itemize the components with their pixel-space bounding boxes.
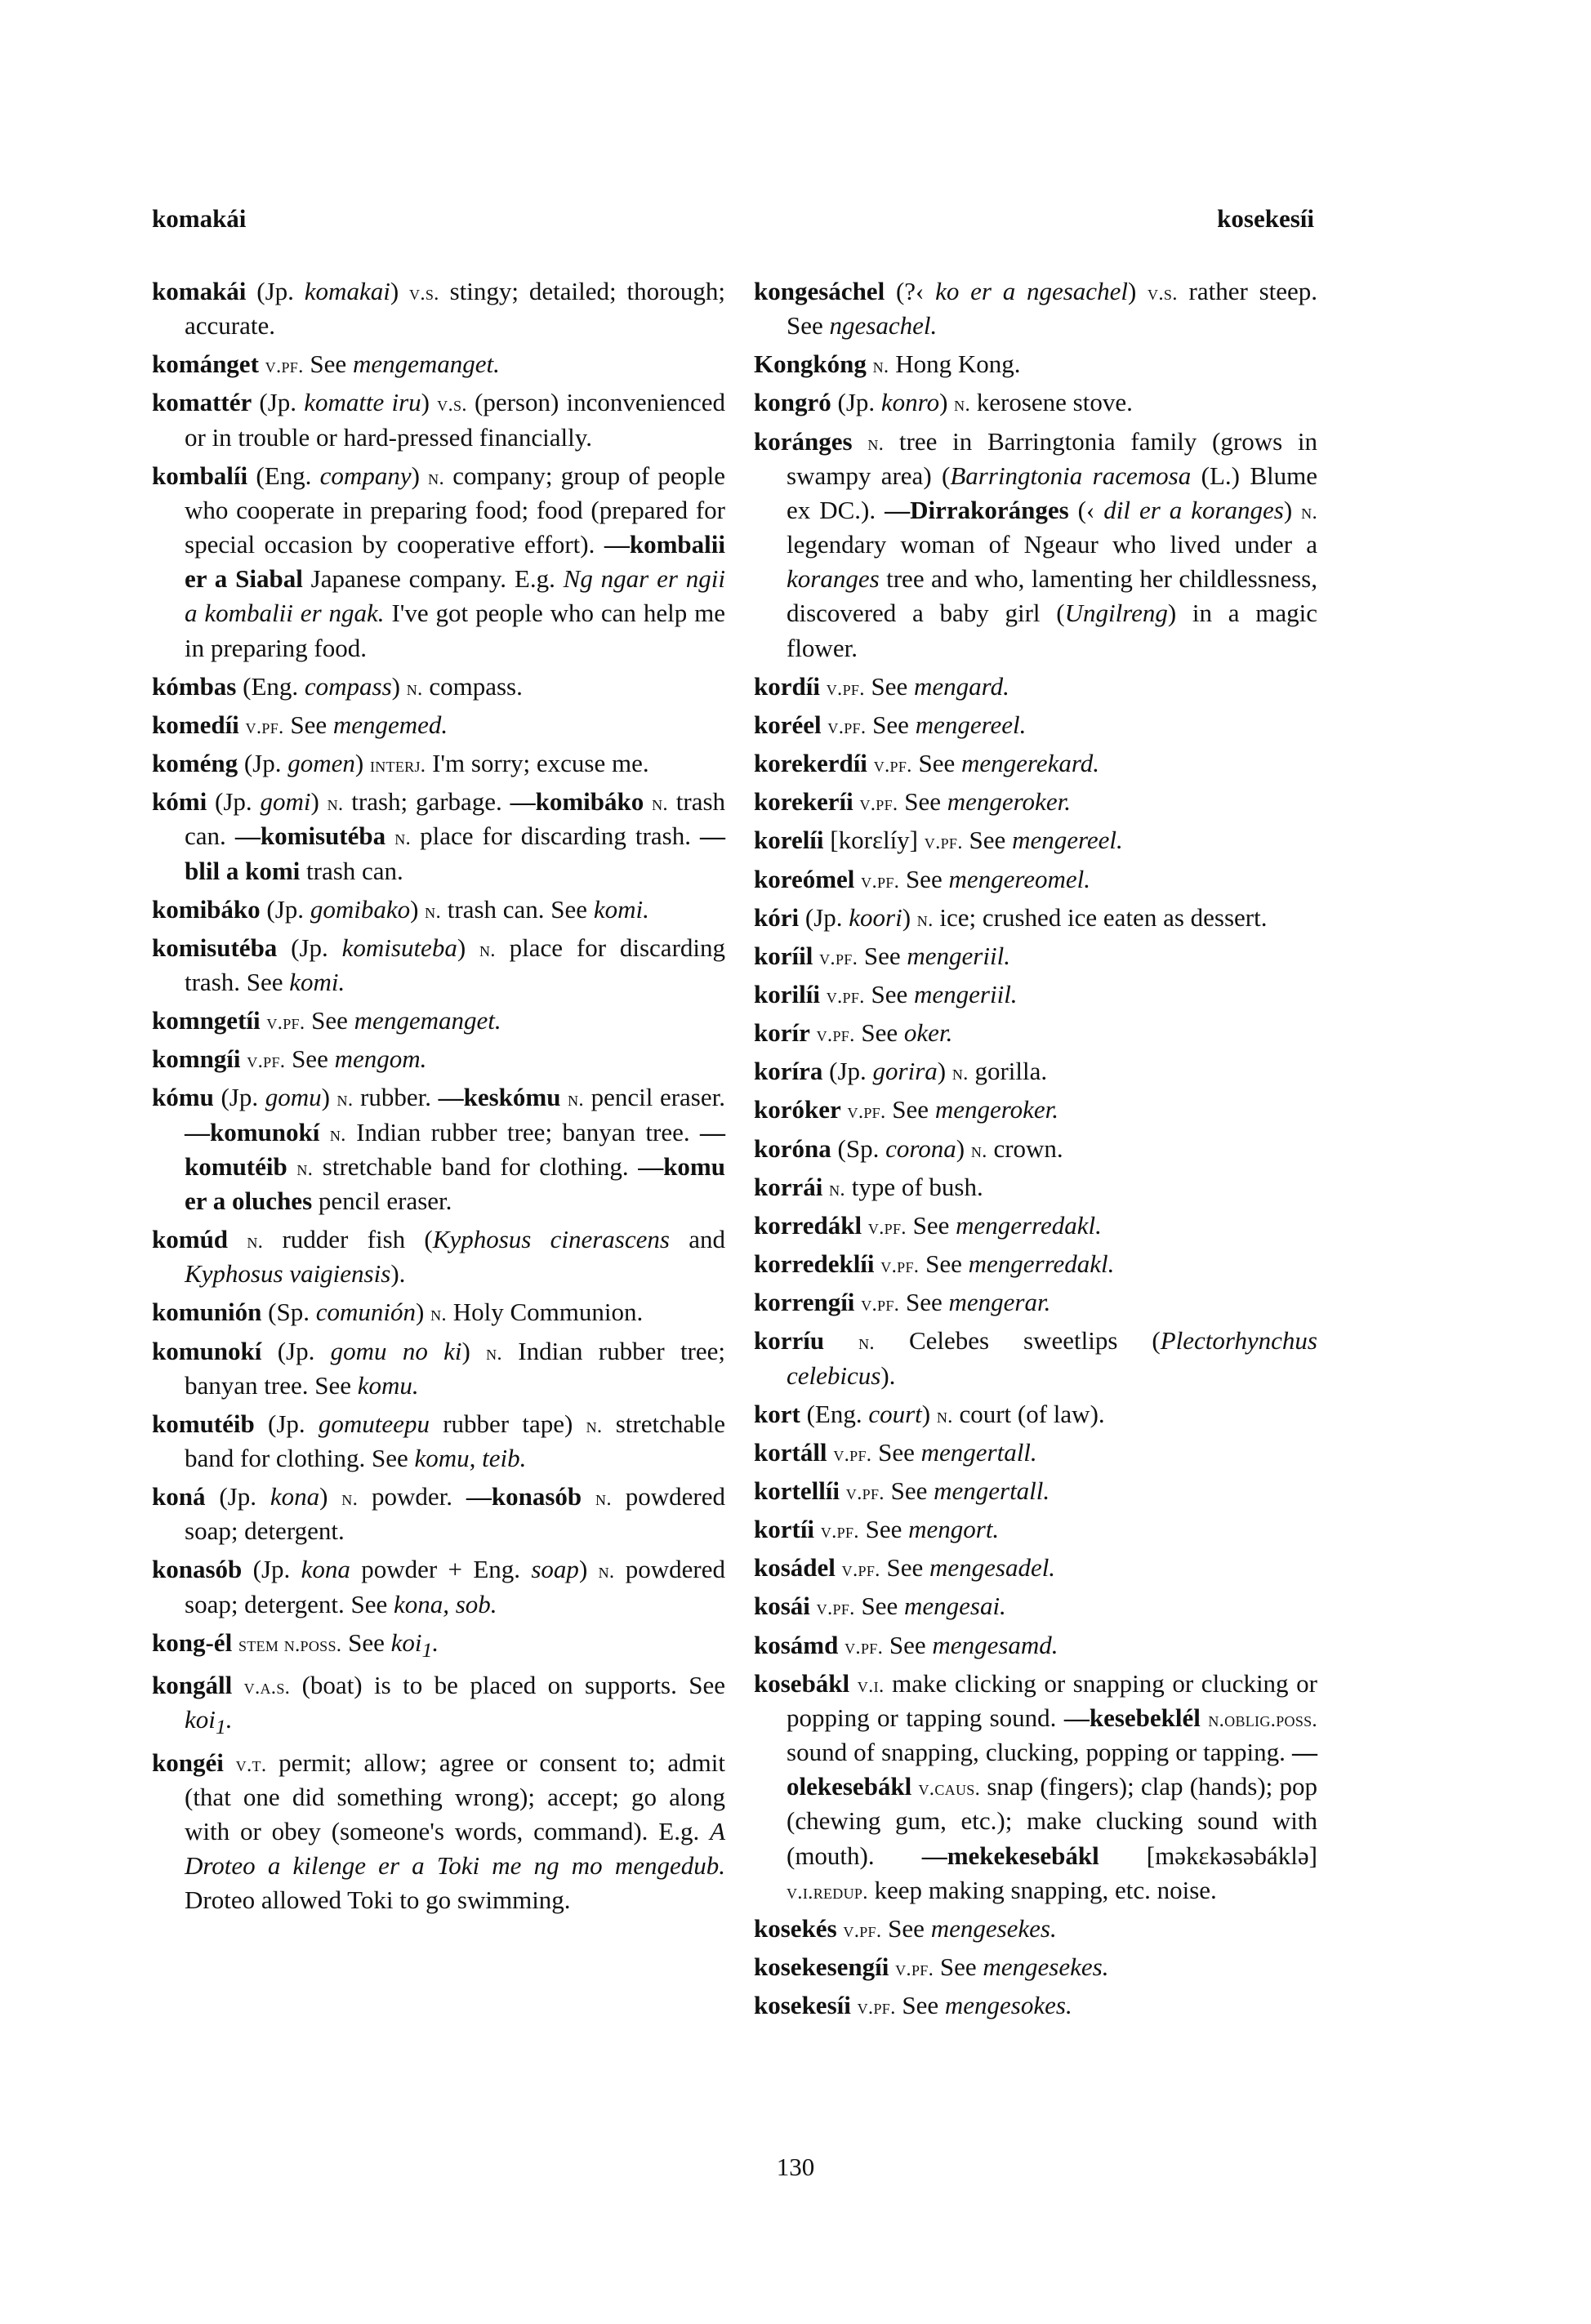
entry-headword: komakái: [152, 277, 247, 305]
entry-headword: koríra: [754, 1057, 823, 1086]
dictionary-entry: [754, 385, 1317, 420]
entry-headword: koróker: [754, 1095, 841, 1124]
entry-definition: v.i. make clicking or snapping or clucking or popping or tapping sound. —kesebeklél n.oblig.poss. sound of snapping, clucking, popping or tapping. —olekesebákl v.caus. snap (fingers); clap (hands); pop (chewing gum, etc.); make clucking sound with (mouth). —mekekesebákl [məkɛkəsəbáklə] v.i.redup. keep making snapping, etc. noise.: [787, 1668, 1317, 1904]
entry-headword: koná: [152, 1482, 206, 1511]
entry-headword: kombalíi: [152, 461, 248, 490]
entry-definition: n. Hong Kong.: [872, 349, 1021, 379]
dictionary-entry: [152, 1480, 725, 1548]
entry-headword: korrengíi: [754, 1288, 855, 1317]
entry-headword: kosái: [754, 1592, 810, 1621]
dictionary-entry: [754, 1474, 1317, 1508]
dictionary-entry: [754, 823, 1317, 857]
entry-definition: v.pf. See mengesai.: [816, 1592, 1006, 1621]
entry-headword: kóri: [754, 902, 800, 932]
entry-headword: koránges: [754, 426, 853, 456]
dictionary-entry: [152, 459, 725, 666]
entry-definition: v.pf. See mengesamd.: [845, 1630, 1058, 1659]
entry-headword: kómbas: [152, 671, 237, 701]
dictionary-entry: [152, 347, 725, 381]
entry-definition: v.pf. See mengeriil.: [826, 979, 1018, 1008]
dictionary-entry: [754, 901, 1317, 935]
dictionary-entry: [754, 708, 1317, 742]
entry-definition: v.pf. See mengeriil.: [819, 941, 1010, 970]
entry-headword: komisutéba: [152, 933, 278, 962]
dictionary-entry: [754, 1285, 1317, 1320]
entry-definition: v.pf. See mengesekes.: [843, 1913, 1057, 1943]
entry-definition: (Sp. corona) n. crown.: [837, 1133, 1063, 1163]
entry-headword: korilíi: [754, 979, 820, 1008]
entry-headword: kongesáchel: [754, 277, 885, 305]
entry-definition: v.pf. See mengerekard.: [873, 749, 1099, 778]
dictionary-entry: [754, 1436, 1317, 1470]
entry-definition: (Sp. comunión) n. Holy Communion.: [268, 1298, 644, 1327]
dictionary-entry: [754, 1247, 1317, 1281]
dictionary-entry: [754, 1988, 1317, 2023]
entry-definition: (Jp. komisuteba) n. place for discarding trash. See komi.: [185, 933, 726, 996]
entry-definition: v.pf. See mengeroker.: [859, 787, 1071, 817]
left-column: [152, 274, 725, 1921]
entry-headword: koréel: [754, 710, 822, 739]
entry-headword: kosekés: [754, 1913, 837, 1943]
entry-headword: kongáll: [152, 1671, 233, 1700]
entry-headword: kosekesíi: [754, 1991, 851, 2020]
dictionary-entry: [754, 746, 1317, 781]
entry-definition: (Jp. gorira) n. gorilla.: [829, 1057, 1048, 1086]
dictionary-entry: [754, 785, 1317, 819]
entry-headword: kort: [754, 1399, 800, 1428]
dictionary-entry: [754, 1209, 1317, 1243]
entry-definition: (Jp. komatte iru) v.s. (person) inconvenienced or in trouble or hard-pressed financially.: [185, 388, 725, 452]
entry-headword: kortellíi: [754, 1476, 840, 1505]
entry-headword: komattér: [152, 388, 252, 417]
entry-definition: v.pf. See mengort.: [820, 1515, 1000, 1544]
entry-headword: kordíi: [754, 671, 820, 701]
dictionary-entry: [754, 1912, 1317, 1946]
entry-headword: Kongkóng: [754, 349, 867, 379]
dictionary-entry: [754, 274, 1317, 343]
dictionary-entry: [754, 670, 1317, 704]
entry-headword: korír: [754, 1018, 810, 1048]
entry-definition: n. type of bush.: [829, 1172, 983, 1201]
entry-headword: kosádel: [754, 1553, 836, 1583]
entry-headword: koróna: [754, 1133, 831, 1163]
dictionary-entry: [754, 939, 1317, 973]
entry-headword: kong-él: [152, 1627, 233, 1657]
entry-headword: komutéib: [152, 1409, 255, 1438]
entry-definition: v.a.s. (boat) is to be placed on supports. See koi$_1$.: [185, 1671, 726, 1739]
dictionary-entry: [754, 1132, 1317, 1166]
entry-definition: v.pf. See mengemanget.: [266, 1006, 501, 1035]
guide-word-right: kosekesíi: [1217, 204, 1314, 233]
entry-definition: v.pf. See mengom.: [247, 1044, 427, 1074]
entry-headword: kománget: [152, 349, 259, 379]
entry-definition: v.pf. See mengesadel.: [841, 1553, 1056, 1583]
entry-definition: (Jp. komakai) v.s. stingy; detailed; thorough; accurate.: [185, 277, 726, 341]
entry-headword: kortáll: [754, 1437, 827, 1467]
entry-definition: (Jp. gomu) n. rubber. —keskómu n. pencil eraser. —komunokí n. Indian rubber tree; banyan tree. —komutéib n. stretchable band for clothing. —komu er a oluches pencil eraser.: [185, 1083, 725, 1215]
dictionary-entry: [754, 347, 1317, 381]
dictionary-entry: [754, 1054, 1317, 1089]
entry-headword: korekerdíi: [754, 749, 867, 778]
dictionary-entry: [152, 931, 725, 999]
entry-definition: (?‹ ko er a ngesachel) v.s. rather steep. See ngesachel.: [787, 277, 1318, 341]
entry-headword: korríu: [754, 1326, 825, 1356]
entry-definition: (Jp. gomuteepu rubber tape) n. stretchable band for clothing. See komu, teib.: [185, 1409, 725, 1472]
entry-headword: korekeríi: [754, 787, 853, 817]
dictionary-entry: [754, 1170, 1317, 1204]
entry-definition: [korɛlíy] v.pf. See mengereel.: [830, 826, 1123, 855]
dictionary-entry: [754, 1397, 1317, 1431]
dictionary-entry: [754, 862, 1317, 897]
dictionary-entry: [152, 1668, 725, 1741]
dictionary-entry: [754, 1628, 1317, 1663]
dictionary-entry: [152, 1407, 725, 1476]
dictionary-entry: [754, 1324, 1317, 1392]
dictionary-entry: [152, 385, 725, 454]
dictionary-entry: [152, 785, 725, 888]
dictionary-entry: [152, 1042, 725, 1076]
entry-definition: (Jp. gomi) n. trash; garbage. —komibáko n. trash can. —komisutéba n. place for discarding trash. —blil a komi trash can.: [185, 787, 726, 885]
entry-definition: n. tree in Barringtonia family (grows in swampy area) (Barringtonia racemosa (L.) Blume ex DC.). —Dirrakoránges (‹ dil er a koranges) n. legendary woman of Ngeaur who lived under a koranges tree and who, lamenting her childlessness, discovered a baby girl (Ungilreng) in a magic flower.: [787, 426, 1318, 662]
entry-headword: komedíi: [152, 710, 239, 739]
entry-definition: (Jp. gomen) interj. I'm sorry; excuse me.: [243, 749, 649, 778]
entry-definition: (Jp. kona) n. powder. —konasób n. powdered soap; detergent.: [185, 1482, 725, 1546]
entry-definition: n. rudder fish (Kyphosus cinerascens and Kyphosus vaigiensis).: [185, 1225, 725, 1289]
dictionary-entry: [152, 708, 725, 742]
entry-definition: (Jp. koori) n. ice; crushed ice eaten as dessert.: [804, 902, 1268, 932]
dictionary-entry: [152, 274, 725, 343]
dictionary-entry: [152, 1222, 725, 1291]
entry-headword: kongéi: [152, 1747, 224, 1777]
entry-definition: stem n.poss. See koi$_1$.: [238, 1627, 439, 1662]
entry-definition: (Jp. konro) n. kerosene stove.: [837, 388, 1133, 417]
entry-headword: komibáko: [152, 894, 261, 924]
guide-word-left: komakái: [152, 204, 247, 233]
entry-definition: v.pf. See mengereel.: [827, 710, 1027, 739]
entry-definition: v.pf. See oker.: [816, 1018, 953, 1048]
entry-headword: komngíi: [152, 1044, 241, 1074]
entry-definition: v.pf. See mengerredakl.: [867, 1210, 1102, 1240]
dictionary-entry: [152, 1334, 725, 1403]
entry-definition: (Jp. gomibako) n. trash can. See komi.: [266, 894, 649, 924]
entry-headword: komunokí: [152, 1336, 262, 1365]
entry-headword: korelíi: [754, 826, 824, 855]
entry-definition: v.pf. See mengemanget.: [265, 349, 500, 379]
entry-definition: v.pf. See mengereomel.: [861, 864, 1091, 893]
entry-definition: n. Celebes sweetlips (Plectorhynchus celebicus).: [787, 1326, 1318, 1390]
entry-definition: (Eng. compass) n. compass.: [243, 671, 523, 701]
entry-headword: kortíi: [754, 1515, 815, 1544]
entry-headword: komunión: [152, 1298, 262, 1327]
dictionary-entry: [754, 1093, 1317, 1127]
entry-headword: konasób: [152, 1555, 243, 1584]
dictionary-entry: [152, 1004, 725, 1038]
entry-definition: v.pf. See mengertall.: [833, 1437, 1037, 1467]
dictionary-entry: [152, 1080, 725, 1218]
dictionary-entry: [754, 1950, 1317, 1984]
entry-definition: v.t. permit; allow; agree or consent to; admit (that one did something wrong); accept; go along with or obey (someone's words, command). E.g. A Droteo a kilenge er a Toki me ng mo mengedub. Droteo allowed Toki to go swimming.: [185, 1747, 725, 1915]
entry-definition: v.pf. See mengesokes.: [857, 1991, 1072, 2020]
entry-headword: korredeklíi: [754, 1249, 875, 1279]
entry-definition: (Jp. kona powder + Eng. soap) n. powdered soap; detergent. See kona, sob.: [185, 1555, 726, 1618]
entry-definition: v.pf. See mengard.: [826, 671, 1009, 701]
dictionary-entry: [152, 746, 725, 781]
entry-definition: (Eng. court) n. court (of law).: [806, 1399, 1105, 1428]
dictionary-entry: [754, 1667, 1317, 1908]
dictionary-entry: [754, 1016, 1317, 1050]
entry-definition: v.pf. See mengerar.: [861, 1288, 1051, 1317]
entry-headword: komngetíi: [152, 1006, 261, 1035]
dictionary-entry: [152, 893, 725, 927]
entry-headword: korredákl: [754, 1210, 862, 1240]
entry-headword: kosekesengíi: [754, 1952, 889, 1982]
dictionary-entry: [754, 1512, 1317, 1547]
dictionary-entry: [754, 977, 1317, 1012]
dictionary-entry: [754, 1589, 1317, 1623]
entry-headword: koméng: [152, 749, 238, 778]
right-column: [754, 274, 1317, 2027]
page-number: 130: [776, 2153, 815, 2181]
entry-headword: kosámd: [754, 1630, 839, 1659]
entry-definition: v.pf. See mengerredakl.: [880, 1249, 1115, 1279]
dictionary-entry: [152, 670, 725, 704]
dictionary-entry: [152, 1552, 725, 1621]
entry-headword: kómu: [152, 1083, 214, 1112]
entry-definition: (Jp. gomu no ki) n. Indian rubber tree; banyan tree. See komu.: [185, 1336, 726, 1400]
entry-headword: koríil: [754, 941, 813, 970]
dictionary-entry: [152, 1295, 725, 1329]
entry-headword: korrái: [754, 1172, 823, 1201]
dictionary-entry: [754, 425, 1317, 666]
entry-definition: (Eng. company) n. company; group of people who cooperate in preparing food; food (prepared for special occasion by cooperative effort). —kombalii er a Siabal Japanese company. E.g. Ng ngar er ngii a kombalii er ngak. I've got people who can help me in preparing food.: [185, 461, 726, 662]
entry-headword: kosebákl: [754, 1668, 850, 1698]
entry-headword: komúd: [152, 1225, 229, 1254]
entry-definition: v.pf. See mengesekes.: [895, 1952, 1109, 1982]
entry-definition: v.pf. See mengemed.: [245, 710, 448, 739]
entry-headword: kómi: [152, 787, 207, 817]
entry-headword: kongró: [754, 388, 831, 417]
entry-definition: v.pf. See mengertall.: [845, 1476, 1050, 1505]
entry-definition: v.pf. See mengeroker.: [847, 1095, 1059, 1124]
entry-headword: koreómel: [754, 864, 855, 893]
dictionary-entry: [152, 1626, 725, 1664]
dictionary-entry: [152, 1746, 725, 1918]
dictionary-entry: [754, 1551, 1317, 1585]
